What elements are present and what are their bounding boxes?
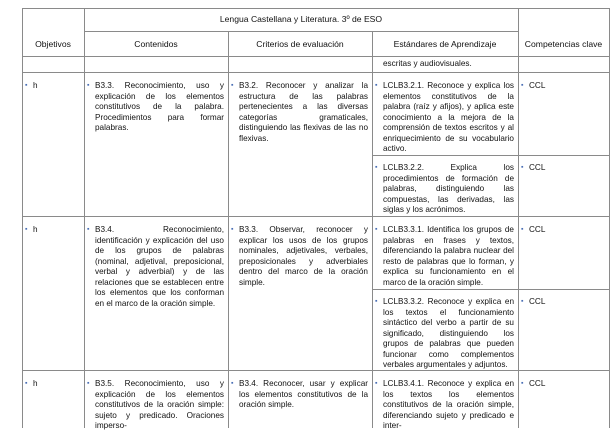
row3-competencia-1: CCL	[529, 379, 546, 388]
col-divider-2	[228, 31, 229, 428]
col-divider-4	[518, 8, 519, 428]
row2-estandar-1: LCLB3.3.1. Identifica los grupos de palabras en frases y textos, diferenciando la palabra nuclear del resto de palabras que lo forman, y explica su funcionamiento en el marco de la oración simple.	[383, 225, 514, 287]
standard-bullet-icon: ▪	[375, 82, 378, 89]
column-header-criterios: Criterios de evaluación	[256, 39, 344, 49]
column-header-contenidos: Contenidos	[134, 39, 178, 49]
standard-bullet-icon: ▪	[375, 380, 378, 387]
content-bullet-icon: ▪	[87, 226, 90, 233]
row1-bottom-border	[22, 216, 610, 217]
header-title-divider	[84, 31, 518, 32]
continuation-row-border	[22, 72, 610, 73]
row3-criterio: B3.4. Reconocer, usar y explicar los elementos constitutivos de la oración simple.	[239, 379, 368, 409]
standard-bullet-icon: ▪	[375, 298, 378, 305]
competence-bullet-icon: ▪	[521, 82, 524, 89]
competence-bullet-icon: ▪	[521, 226, 524, 233]
objective-bullet-icon: ▪	[25, 380, 28, 387]
row2-contenido: B3.4. Reconocimiento, identificación y explicación del uso de los grupos de palabras (nominal, adjetival, preposicional, verbal y adverbial) y de las relaciones que se establecen entre los elementos que los conforman en el marco de la oración simple.	[95, 225, 224, 308]
row2-estandar-2: LCLB3.3.2. Reconoce y explica en los textos el funcionamiento sintáctico del verbo a partir de su significado, distinguiendo los grupos de palabras que pueden funcionar como complementos verbales argumentales y adjuntos.	[383, 297, 514, 369]
row1-competencia-1: CCL	[529, 81, 546, 90]
table-border-top	[22, 8, 610, 9]
column-header-estandares: Estándares de Aprendizaje	[393, 39, 497, 49]
table-title: Lengua Castellana y Literatura. 3º de ESO	[219, 14, 383, 24]
row1-criterio: B3.2. Reconocer y analizar la estructura de las palabras pertenecientes a las diversas categorías gramaticales, distinguiendo las flexivas de las no flexivas.	[239, 81, 368, 143]
table-border-right	[609, 8, 610, 428]
row3-estandar-1: LCLB3.4.1. Reconoce y explica en los textos los elementos constitutivos de la oración simple, diferenciando sujeto y predicado e inter-	[383, 379, 514, 430]
row1-objetivo: h	[33, 81, 38, 90]
column-header-objetivos: Objetivos	[35, 39, 71, 49]
column-header-competencias: Competencias clave	[524, 39, 603, 49]
row3-contenido: B3.5. Reconocimiento, uso y explicación de los elementos constitutivos de la oración simple: sujeto y predicado. Oraciones imperso-	[95, 379, 224, 430]
competence-bullet-icon: ▪	[521, 298, 524, 305]
row2-standard-divider	[372, 289, 610, 290]
row1-estandar-1: LCLB3.2.1. Reconoce y explica los elementos constitutivos de la palabra (raíz y afijos), y aplica este conocimiento a la mejora de la comprensión de textos escritos y al enriquecimiento de su vocabulario activo.	[383, 81, 514, 153]
row2-criterio: B3.3. Observar, reconocer y explicar los usos de los grupos nominales, adjetivales, verbales, preposicionales y adverbiales dentro del marco de la oración simple.	[239, 225, 368, 287]
header-bottom-border	[22, 56, 610, 57]
col-divider-3	[372, 31, 373, 428]
row2-competencia-2: CCL	[529, 297, 546, 306]
table-border-left	[22, 8, 23, 428]
row1-contenido: B3.3. Reconocimiento, uso y explicación de los elementos constitutivos de la palabra. Procedimientos para formar palabras.	[95, 81, 224, 132]
content-bullet-icon: ▪	[87, 82, 90, 89]
criterion-bullet-icon: ▪	[231, 82, 234, 89]
criterion-bullet-icon: ▪	[231, 226, 234, 233]
competence-bullet-icon: ▪	[521, 380, 524, 387]
objective-bullet-icon: ▪	[25, 226, 28, 233]
row3-objetivo: h	[33, 379, 38, 388]
row2-competencia-1: CCL	[529, 225, 546, 234]
standard-bullet-icon: ▪	[375, 164, 378, 171]
content-bullet-icon: ▪	[87, 380, 90, 387]
col-divider-1	[84, 8, 85, 428]
row2-objetivo: h	[33, 225, 38, 234]
row1-standard-divider	[372, 155, 610, 156]
standard-bullet-icon: ▪	[375, 226, 378, 233]
criterion-bullet-icon: ▪	[231, 380, 234, 387]
competence-bullet-icon: ▪	[521, 164, 524, 171]
row1-competencia-2: CCL	[529, 163, 546, 172]
row2-bottom-border	[22, 370, 610, 371]
row1-estandar-2: LCLB3.2.2. Explica los procedimientos de formación de palabras, distinguiendo las compuestas, las derivadas, las siglas y los acrónimos.	[383, 163, 514, 214]
standard-continuation-text: escritas y audiovisuales.	[383, 59, 472, 68]
objective-bullet-icon: ▪	[25, 82, 28, 89]
